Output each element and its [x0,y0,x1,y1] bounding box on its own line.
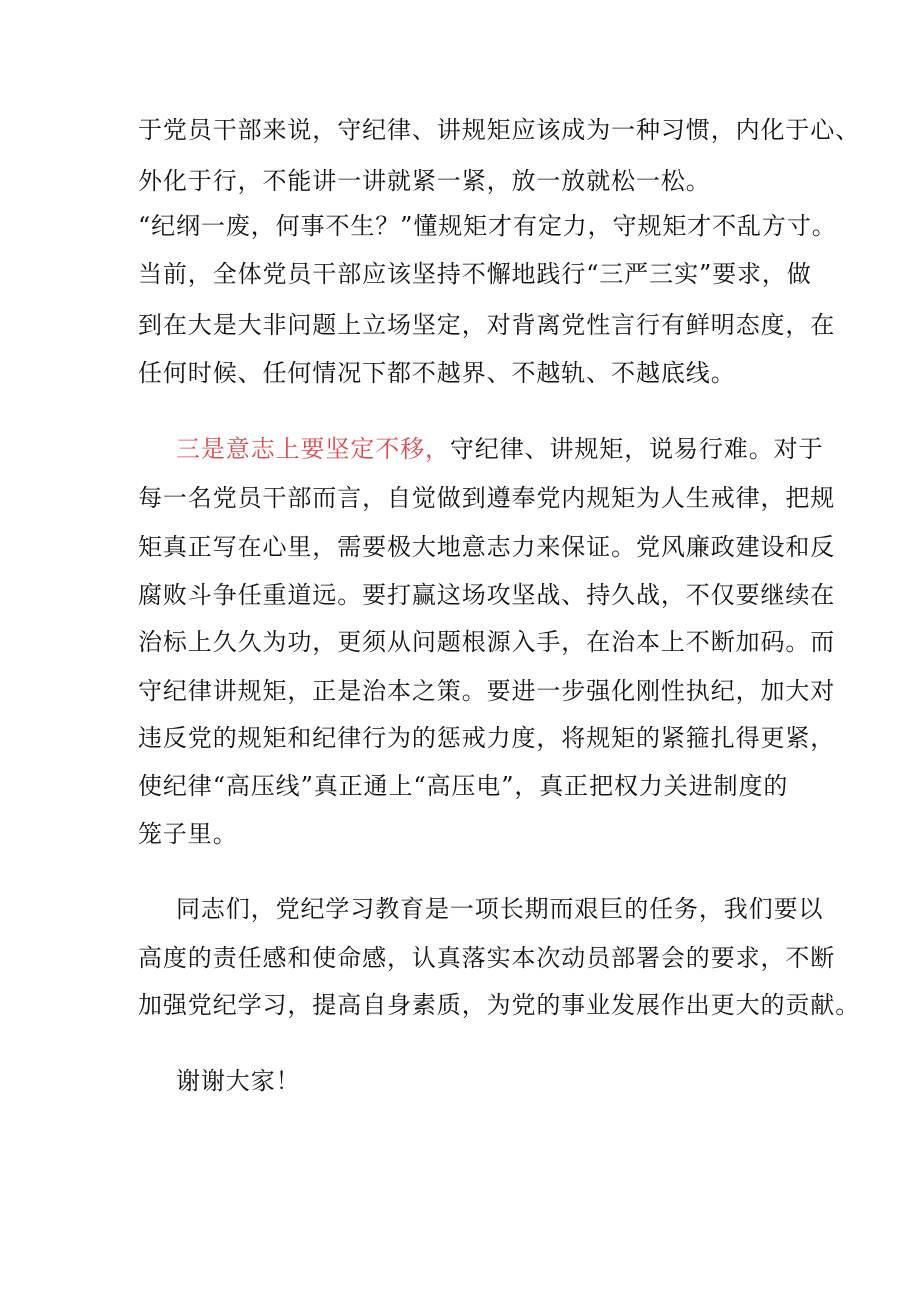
paragraph-1-line-1: 于党员干部来说，守纪律、讲规矩应该成为一种习惯，内化于心、 [138,116,861,144]
paragraph-1-line-2: 外化于行，不能讲一讲就紧一紧，放一放就松一松。 [138,167,711,195]
paragraph-2-line-7: 违反党的规矩和纪律行为的惩戒力度，将规矩的紧箍扎得更紧， [138,724,836,752]
paragraph-2-line-1 [176,434,824,464]
paragraph-2-line-6: 守纪律讲规矩，正是治本之策。要进一步强化刚性执纪，加大对 [138,677,836,705]
paragraph-1-line-6: 任何时候、任何情况下都不越界、不越轨、不越底线。 [138,359,736,387]
paragraph-1-line-5: 到在大是大非问题上立场坚定，对背离党性言行有鲜明态度，在 [138,311,836,339]
paragraph-2-line-4: 腐败斗争任重道远。要打赢这场攻坚战、持久战，不仅要继续在 [138,581,836,609]
paragraph-3-line-2: 高度的责任感和使命感，认真落实本次动员部署会的要求，不断 [138,944,836,972]
paragraph-2-line-3: 矩真正写在心里，需要极大地意志力来保证。党风廉政建设和反 [138,533,836,561]
paragraph-1-line-3: “纪纲一废，何事不生？”懂规矩才有定力，守规矩才不乱方寸。 [138,212,837,240]
paragraph-2-line-2: 每一名党员干部而言，自觉做到遵奉党内规矩为人生戒律，把规 [138,484,836,512]
paragraph-3-line-3: 加强党纪学习，提高自身素质，为党的事业发展作出更大的贡献。 [138,991,861,1019]
highlight-phrase: 三是意志上要坚定不移， [176,435,450,463]
paragraph-2-line-8: 使纪律“高压线”真正通上“高压电”，真正把权力关进制度的 [138,772,789,800]
paragraph-3-line-1: 同志们，党纪学习教育是一项长期而艰巨的任务，我们要以 [176,895,824,923]
paragraph-1-line-4: 当前，全体党员干部应该坚持不懈地践行“三严三实”要求，做 [138,260,812,288]
closing-line: 谢谢大家！ [176,1067,301,1095]
paragraph-2-line-1-rest: 守纪律、讲规矩，说易行难。对于 [449,435,824,463]
paragraph-2-line-5: 治标上久久为功，更须从问题根源入手，在治本上不断加码。而 [138,628,836,656]
paragraph-2-line-9: 笼子里。 [138,820,238,848]
